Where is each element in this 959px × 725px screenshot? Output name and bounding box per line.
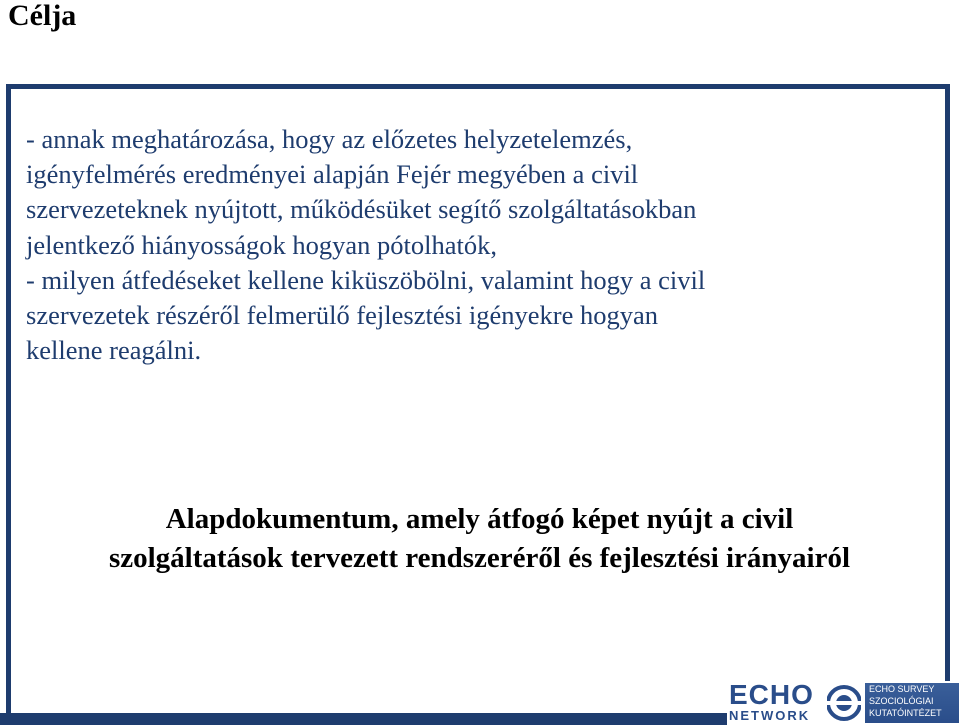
logo-box-line: SZOCIOLÓGIAI	[869, 696, 934, 706]
paragraph-line: - annak meghatározása, hogy az előzetes helyzetelemzés,	[26, 124, 633, 154]
logo-box-line: KUTATÓINTÉZET	[869, 708, 942, 718]
highlight-line: Alapdokumentum, amely átfogó képet nyújt a civil	[165, 503, 794, 535]
paragraph-line: igényfelmérés eredményei alapján Fejér megyében a civil	[26, 159, 639, 190]
logo-box-line: ECHO SURVEY	[869, 684, 935, 694]
paragraph-line: szervezeteknek nyújtott, működésüket segítő szolgáltatásokban	[26, 194, 697, 225]
logo-word-network: NETWORK	[729, 708, 811, 723]
logo-institute-box	[865, 683, 959, 723]
highlight-statement	[0, 500, 959, 578]
highlight-line: szolgáltatások tervezett rendszeréről és fejlesztési irányairól	[108, 542, 851, 574]
paragraph-line: jelentkező hiányosságok hogyan pótolhatók,	[26, 229, 498, 260]
slide-title: Célja	[8, 0, 77, 32]
paragraph-line: - milyen átfedéseket kellene kiküszöbölni, valamint hogy a civil	[26, 264, 706, 295]
purpose-paragraph	[26, 122, 941, 368]
paragraph-line: kellene reagálni.	[26, 335, 202, 366]
logo-word-echo: ECHO	[729, 681, 814, 710]
paragraph-line: szervezetek részéről felmerülő fejlesztési igényekre hogyan	[26, 300, 659, 331]
echo-emblem-icon	[827, 683, 861, 723]
echo-network-logo	[727, 681, 959, 725]
